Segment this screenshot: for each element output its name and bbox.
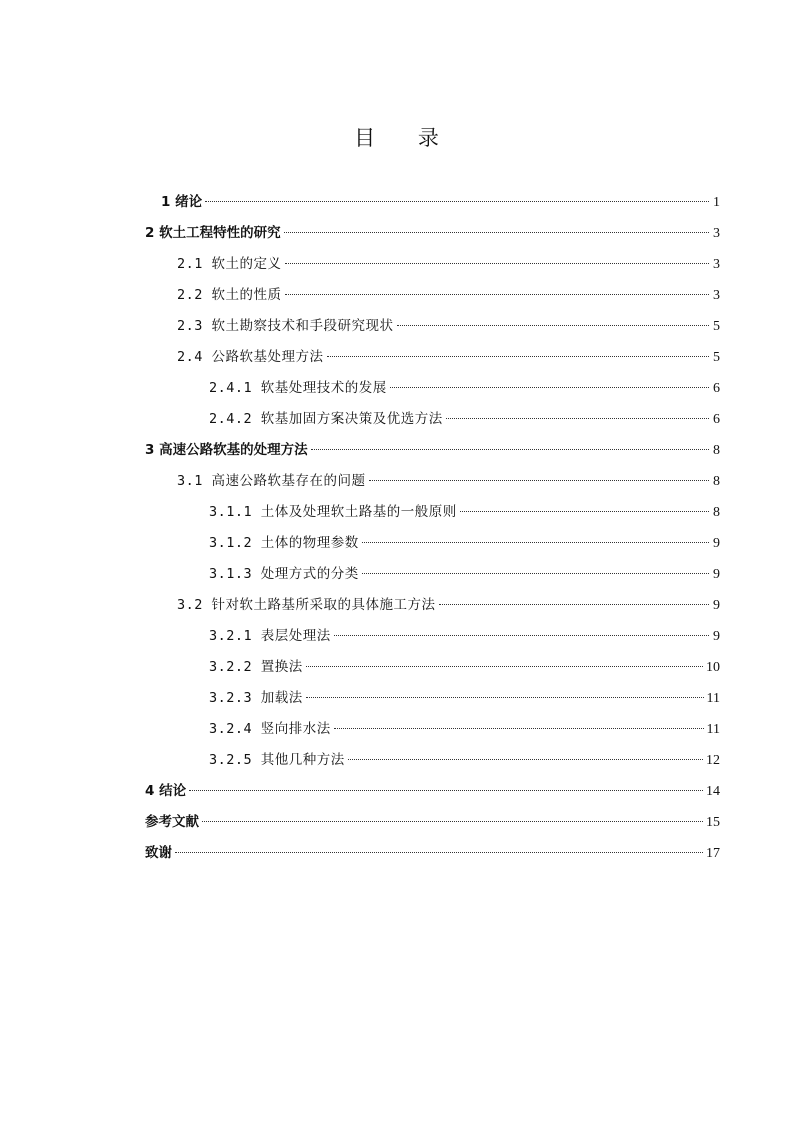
dot-leader [205, 201, 709, 202]
toc-entry-label: 3.2.3 加载法 [209, 690, 303, 706]
toc-entry-acknowledgements[interactable] [145, 838, 720, 869]
toc-entry-page: 1 [713, 195, 720, 210]
toc-entry-3-2-1[interactable] [145, 621, 720, 652]
toc-entry-label: 2.4.1 软基处理技术的发展 [209, 380, 387, 396]
toc-entry-page: 9 [713, 567, 720, 582]
toc-entry-2[interactable] [145, 218, 720, 249]
dot-leader [334, 728, 704, 729]
toc-entry-2-2[interactable] [145, 280, 720, 311]
toc-entry-page: 8 [713, 505, 720, 520]
dot-leader [285, 294, 709, 295]
toc-entry-label: 3.2.2 置换法 [209, 659, 303, 675]
dot-leader [397, 325, 709, 326]
dot-leader [311, 449, 709, 450]
toc-entry-page: 6 [713, 381, 720, 396]
dot-leader [284, 232, 709, 233]
toc-entry-page: 15 [706, 815, 720, 830]
toc-entry-label: 3.2.4 竖向排水法 [209, 721, 331, 737]
toc-entry-page: 9 [713, 536, 720, 551]
toc-entry-page: 9 [713, 629, 720, 644]
toc-entry-label: 3.1.1 土体及处理软土路基的一般原则 [209, 504, 457, 520]
toc-entry-label: 4 结论 [145, 783, 187, 799]
dot-leader [306, 666, 703, 667]
toc-entry-page: 3 [713, 257, 720, 272]
toc-entry-label: 致谢 [145, 845, 172, 861]
toc-entry-3-2[interactable] [145, 590, 720, 621]
dot-leader [439, 604, 709, 605]
toc-entry-page: 5 [713, 350, 720, 365]
toc-entry-label: 2 软土工程特性的研究 [145, 225, 281, 241]
toc-entry-label: 3.2 针对软土路基所采取的具体施工方法 [177, 597, 436, 613]
toc-entry-page: 8 [713, 474, 720, 489]
dot-leader [202, 821, 703, 822]
dot-leader [390, 387, 709, 388]
toc-entry-page: 17 [706, 846, 720, 861]
toc-entry-3-2-4[interactable] [145, 714, 720, 745]
toc-entry-2-4[interactable] [145, 342, 720, 373]
toc-entry-1[interactable] [145, 187, 720, 218]
toc-entry-page: 3 [713, 226, 720, 241]
dot-leader [327, 356, 709, 357]
toc-entry-page: 3 [713, 288, 720, 303]
toc-entry-page: 14 [706, 784, 720, 799]
toc-entry-label: 2.3 软土勘察技术和手段研究现状 [177, 318, 394, 334]
table-of-contents [145, 187, 720, 869]
toc-entry-3-1-2[interactable] [145, 528, 720, 559]
toc-title: 目 录 [354, 126, 457, 150]
toc-entry-label: 3.1.2 土体的物理参数 [209, 535, 359, 551]
toc-entry-3-1-1[interactable] [145, 497, 720, 528]
toc-entry-label: 2.4.2 软基加固方案决策及优选方法 [209, 411, 443, 427]
toc-entry-3[interactable] [145, 435, 720, 466]
dot-leader [362, 542, 709, 543]
dot-leader [369, 480, 709, 481]
toc-entry-3-1-3[interactable] [145, 559, 720, 590]
toc-entry-label: 参考文献 [145, 814, 199, 830]
toc-entry-page: 9 [713, 598, 720, 613]
toc-entry-label: 3 高速公路软基的处理方法 [145, 442, 308, 458]
toc-entry-label: 3.1.3 处理方式的分类 [209, 566, 359, 582]
toc-entry-label: 1 绪论 [161, 194, 203, 210]
toc-entry-3-1[interactable] [145, 466, 720, 497]
toc-entry-label: 3.2.1 表层处理法 [209, 628, 331, 644]
toc-entry-label: 3.1 高速公路软基存在的问题 [177, 473, 366, 489]
toc-entry-3-2-3[interactable] [145, 683, 720, 714]
toc-entry-label: 2.1 软土的定义 [177, 256, 282, 272]
toc-entry-3-2-2[interactable] [145, 652, 720, 683]
dot-leader [306, 697, 704, 698]
toc-entry-3-2-5[interactable] [145, 745, 720, 776]
dot-leader [446, 418, 709, 419]
toc-entry-2-3[interactable] [145, 311, 720, 342]
dot-leader [348, 759, 703, 760]
toc-entry-label: 2.2 软土的性质 [177, 287, 282, 303]
toc-entry-page: 11 [706, 722, 720, 737]
toc-entry-4[interactable] [145, 776, 720, 807]
toc-entry-page: 11 [706, 691, 720, 706]
toc-entry-page: 10 [706, 660, 720, 675]
toc-entry-label: 2.4 公路软基处理方法 [177, 349, 324, 365]
dot-leader [460, 511, 709, 512]
toc-entry-page: 8 [713, 443, 720, 458]
dot-leader [189, 790, 703, 791]
dot-leader [362, 573, 709, 574]
dot-leader [334, 635, 709, 636]
toc-entry-2-1[interactable] [145, 249, 720, 280]
toc-entry-2-4-1[interactable] [145, 373, 720, 404]
dot-leader [175, 852, 703, 853]
toc-entry-page: 12 [706, 753, 720, 768]
dot-leader [285, 263, 709, 264]
toc-entry-label: 3.2.5 其他几种方法 [209, 752, 345, 768]
toc-entry-2-4-2[interactable] [145, 404, 720, 435]
toc-entry-page: 5 [713, 319, 720, 334]
toc-entry-references[interactable] [145, 807, 720, 838]
toc-entry-page: 6 [713, 412, 720, 427]
